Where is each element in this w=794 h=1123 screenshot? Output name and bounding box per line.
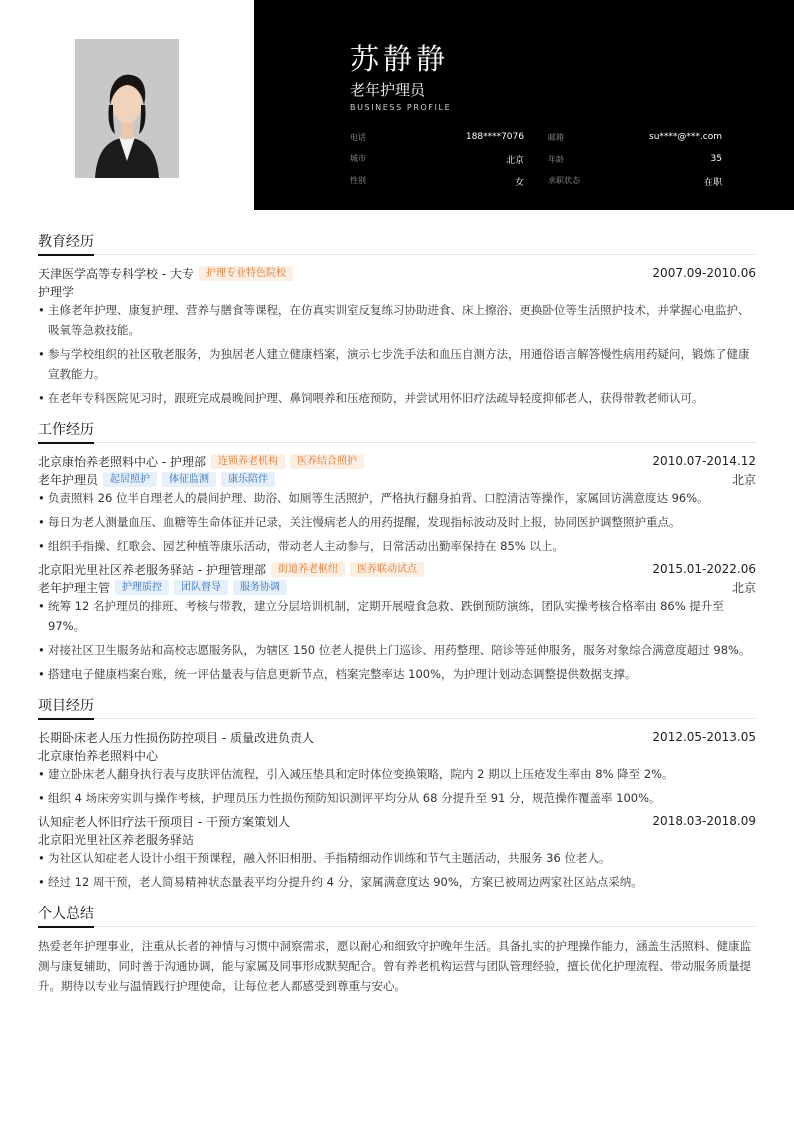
info-value: 女 [514, 177, 524, 188]
resume-body [38, 232, 756, 1008]
education-major-row [38, 282, 756, 300]
summary-text: 热爱老年护理事业，注重从长者的神情与习惯中洞察需求，愿以耐心和细致守护晚年生活。具备扎实的护理操作能力，涵盖生活照料、健康监测与康复辅助，同时善于沟通协调，能与家属及同事形成默契配合。曾有养老机构运营与团队管理经验，擅长优化护理流程、带动服务质量提升。期待以专业与温情践行护理使命，让每位老人都感受到尊重与安心。 [38, 939, 751, 993]
education-header [38, 264, 756, 282]
section-title [38, 232, 756, 255]
org-tag: 医养结合照护 [290, 454, 364, 469]
info-row [350, 170, 722, 192]
candidate-name: 苏静静 [350, 42, 450, 76]
list-item: • 为社区认知症老人设计小组干预课程，融入怀旧相册、手指精细动作训练和节气主题活动，共服务 36 位老人。 [38, 848, 756, 868]
list-item: • 建立卧床老人翻身执行表与皮肤评估流程，引入减压垫具和定时体位变换策略，院内 2 期以上压疮发生率由 8% 降至 2%。 [38, 764, 756, 784]
education-section [38, 232, 756, 408]
org-tag: 连锁养老机构 [211, 454, 285, 469]
project-header [38, 728, 756, 746]
work-section [38, 420, 756, 684]
photo-area [0, 0, 254, 210]
summary-section [38, 904, 756, 996]
skill-tag: 服务协调 [233, 580, 287, 595]
project-date: 2012.05-2013.05 [652, 730, 756, 744]
job-city: 北京 [731, 580, 756, 595]
contact-info [350, 126, 722, 192]
list-item: • 主修老年护理、康复护理、营养与膳食等课程，在仿真实训室反复练习协助进食、床上擦浴、更换卧位等生活照护技术，并掌握心电监护、吸氧等急救技能。 [38, 300, 756, 340]
job-city: 北京 [731, 472, 756, 487]
skill-tag: 护理质控 [115, 580, 169, 595]
info-row [350, 126, 722, 148]
project-bullets [38, 848, 756, 892]
profile-caption: BUSINESS PROFILE [350, 103, 452, 112]
projects-section [38, 696, 756, 892]
info-age [536, 154, 722, 165]
section-title-text: 项目经历 [38, 697, 94, 720]
info-city [350, 153, 536, 166]
major: 护理学 [38, 284, 75, 299]
info-label: 求职状态 [548, 175, 580, 185]
list-item: • 对接社区卫生服务站和高校志愿服务队，为辖区 150 位老人提供上门巡诊、用药整理、陪诊等延伸服务，服务对象综合满意度超过 98%。 [38, 640, 756, 660]
job-bullets [38, 488, 756, 556]
info-value: su****@***.com [649, 131, 722, 142]
org-tag: 医养联动试点 [350, 562, 424, 577]
skill-tag: 体征监测 [162, 472, 216, 487]
job-org: 北京阳光里社区养老服务驿站 - 护理管理部 [38, 562, 266, 577]
list-item: • 经过 12 周干预，老人简易精神状态量表平均分提升约 4 分，家属满意度达 90%，方案已被周边两家社区站点采纳。 [38, 872, 756, 892]
list-item: • 每日为老人测量血压、血糖等生命体征并记录，关注慢病老人的用药提醒，发现指标波动及时上报，协同医护调整照护重点。 [38, 512, 756, 532]
resume-header [0, 0, 794, 210]
job-bullets [38, 596, 756, 684]
candidate-role: 老年护理员 [350, 81, 426, 99]
info-label: 电话 [350, 132, 366, 142]
list-item: • 统筹 12 名护理员的排班、考核与带教，建立分层培训机制，定期开展噎食急救、跌倒预防演练，团队实操考核合格率由 86% 提升至 97%。 [38, 596, 756, 636]
section-title-text: 教育经历 [38, 233, 94, 256]
job-date: 2010.07-2014.12 [652, 454, 756, 468]
job-date: 2015.01-2022.06 [652, 562, 756, 576]
education-date: 2007.09-2010.06 [652, 266, 756, 280]
job-org: 北京康怡养老照料中心 - 护理部 [38, 454, 206, 469]
section-title-text: 个人总结 [38, 905, 94, 928]
project-org: 北京阳光里社区养老服务驿站 [38, 832, 195, 847]
education-bullets [38, 300, 756, 408]
project-name: 认知症老人怀旧疗法干预项目 - 干预方案策划人 [38, 814, 290, 829]
list-item: • 组织 4 场床旁实训与操作考核，护理员压力性损伤预防知识测评平均分从 68 分提升至 91 分，规范操作覆盖率 100%。 [38, 788, 756, 808]
list-item: • 负责照料 26 位半自理老人的晨间护理、助浴、如厕等生活照护，严格执行翻身拍背、口腔清洁等操作，家属回访满意度达 96%。 [38, 488, 756, 508]
project-org-row [38, 746, 756, 764]
job-position: 老年护理员 [38, 472, 99, 487]
section-title [38, 420, 756, 443]
info-email [536, 132, 722, 143]
info-label: 性别 [350, 175, 366, 185]
list-item: • 搭建电子健康档案台账，统一评估量表与信息更新节点，档案完整率达 100%，为护理计划动态调整提供数据支撑。 [38, 664, 756, 684]
section-title-text: 工作经历 [38, 421, 94, 444]
info-label: 年龄 [548, 154, 564, 164]
project-name: 长期卧床老人压力性损伤防控项目 - 质量改进负责人 [38, 730, 314, 745]
project-org: 北京康怡养老照料中心 [38, 748, 159, 763]
info-value: 在职 [703, 177, 722, 188]
info-value: 188****7076 [465, 131, 524, 142]
info-phone [350, 132, 536, 143]
job-header [38, 452, 756, 470]
skill-tag: 起居照护 [103, 472, 157, 487]
project-org-row [38, 830, 756, 848]
project-bullets [38, 764, 756, 808]
list-item: • 组织手指操、红歌会、园艺种植等康乐活动，带动老人主动参与，日常活动出勤率保持在 85% 以上。 [38, 536, 756, 556]
profile-photo [75, 39, 179, 178]
job-position-row [38, 578, 756, 596]
school-tag: 护理专业特色院校 [199, 266, 293, 281]
section-title [38, 696, 756, 719]
info-label: 城市 [350, 153, 366, 163]
list-item: • 参与学校组织的社区敬老服务，为独居老人建立健康档案，演示七步洗手法和血压自测方法，用通俗语言解答慢性病用药疑问，锻炼了健康宣教能力。 [38, 344, 756, 384]
info-row [350, 148, 722, 170]
org-tag: 街道养老枢纽 [271, 562, 345, 577]
skill-tag: 团队督导 [174, 580, 228, 595]
info-value: 北京 [505, 155, 524, 166]
skill-tag: 康乐陪伴 [221, 472, 275, 487]
job-header [38, 560, 756, 578]
job-position: 老年护理主管 [38, 580, 111, 595]
info-label: 邮箱 [548, 132, 564, 142]
header-panel [254, 0, 794, 210]
project-date: 2018.03-2018.09 [652, 814, 756, 828]
school-name: 天津医学高等专科学校 - 大专 [38, 266, 194, 281]
section-title [38, 904, 756, 927]
list-item: • 在老年专科医院见习时，跟班完成晨晚间护理、鼻饲喂养和压疮预防，并尝试用怀旧疗法疏导轻度抑郁老人，获得带教老师认可。 [38, 388, 756, 408]
job-position-row [38, 470, 756, 488]
info-gender [350, 175, 536, 188]
project-header [38, 812, 756, 830]
info-value: 35 [710, 153, 722, 164]
info-job-status [536, 175, 722, 188]
